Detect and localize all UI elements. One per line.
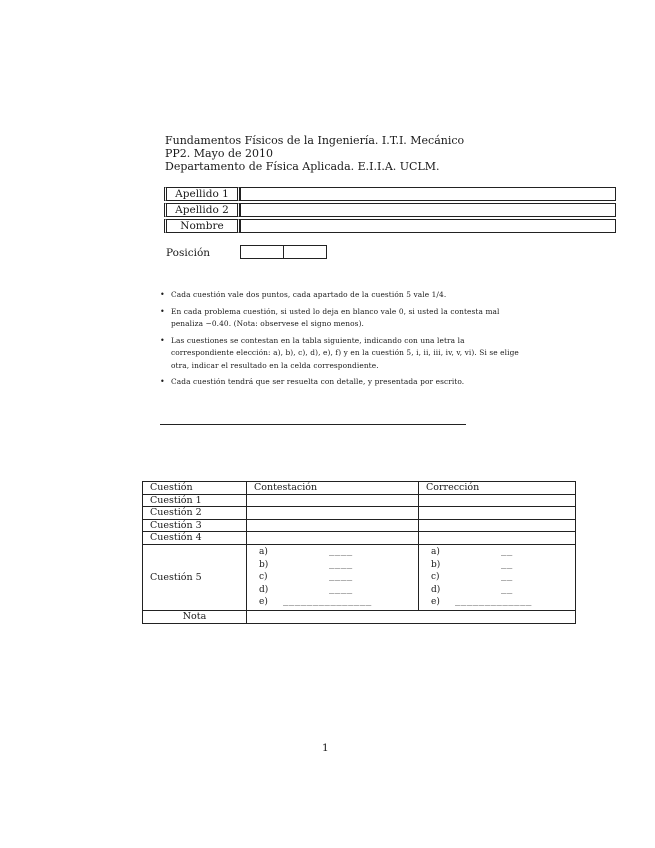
table-row-q5 <box>143 544 576 610</box>
name-label: Nombre <box>164 219 240 233</box>
part-a: a) ____ <box>259 546 353 557</box>
answer-table <box>142 481 576 624</box>
correction-cell <box>419 494 576 507</box>
part-c: c) __ <box>431 572 513 583</box>
part-b: b) ____ <box>259 559 353 570</box>
position-label: Posición <box>166 247 211 259</box>
course-title: Fundamentos Físicos de la Ingeniería. I.T.I. Mecánico <box>165 134 465 147</box>
total-row <box>143 610 576 623</box>
department: Departamento de Física Aplicada. E.I.I.A. UCLM. <box>165 160 440 173</box>
question-label: Cuestión 4 <box>143 532 247 545</box>
correction-cell <box>419 519 576 532</box>
part-a: a) __ <box>431 546 513 557</box>
instruction-item: • En cada problema cuestión, si usted lo deja en blanco vale 0, si usted la contesta mal penaliza −0.40. (Nota: observese el signo menos). <box>160 306 500 328</box>
table-row <box>143 532 576 545</box>
instruction-item: • Cada cuestión vale dos puntos, cada apartado de la cuestión 5 vale 1/4. <box>158 289 528 302</box>
total-cell <box>247 610 576 623</box>
question-label: Cuestión 5 <box>143 544 247 610</box>
answer-cell[interactable] <box>247 507 419 520</box>
answer-cell[interactable] <box>247 494 419 507</box>
question-label: Cuestión 1 <box>143 494 247 507</box>
divider <box>160 424 466 425</box>
answer-cell[interactable] <box>247 532 419 545</box>
student-info-table <box>164 185 616 235</box>
surname1-field[interactable] <box>240 187 616 201</box>
surname2-field[interactable] <box>240 203 616 217</box>
bullet-icon: • <box>160 306 165 316</box>
answer-cell-q5[interactable] <box>247 544 419 610</box>
part-e: e) _______________ <box>259 597 372 608</box>
position-field-1[interactable] <box>240 245 284 259</box>
part-b: b) __ <box>431 559 513 570</box>
surname2-label: Apellido 2 <box>164 203 240 217</box>
part-c: c) ____ <box>259 572 353 583</box>
part-d: d) ____ <box>259 584 353 595</box>
correction-cell-q5 <box>419 544 576 610</box>
position-field-2[interactable] <box>283 245 327 259</box>
bullet-icon: • <box>160 335 165 345</box>
correction-cell <box>419 507 576 520</box>
name-field[interactable] <box>240 219 616 233</box>
total-label: Nota <box>143 610 247 623</box>
table-row <box>143 519 576 532</box>
answer-cell[interactable] <box>247 519 419 532</box>
instruction-item: • Cada cuestión tendrá que ser resuelta con detalle, y presentada por escrito. <box>158 376 528 389</box>
part-e: e) _____________ <box>431 597 532 608</box>
bullet-icon: • <box>160 377 165 386</box>
surname1-label: Apellido 1 <box>164 187 240 201</box>
question-label: Cuestión 3 <box>143 519 247 532</box>
exam-date: PP2. Mayo de 2010 <box>165 147 273 160</box>
part-d: d) __ <box>431 584 513 595</box>
table-row <box>143 494 576 507</box>
instruction-item: • Las cuestiones se contestan en la tabla siguiente, indicando con una letra la correspondiente elección: a), b), c), d), e), f) y en la cuestión 5, i, ii, iii, iv, v, vi). Si se elige otra, indicar el resultado en la celda correspondiente. <box>160 335 519 370</box>
question-label: Cuestión 2 <box>143 507 247 520</box>
page-number: 1 <box>322 742 329 754</box>
header-question: Cuestión <box>143 482 247 495</box>
instructions-list <box>158 289 528 393</box>
bullet-icon: • <box>160 290 165 299</box>
header-correction: Corrección <box>419 482 576 495</box>
header-answer: Contestación <box>247 482 419 495</box>
correction-cell <box>419 532 576 545</box>
table-row <box>143 507 576 520</box>
